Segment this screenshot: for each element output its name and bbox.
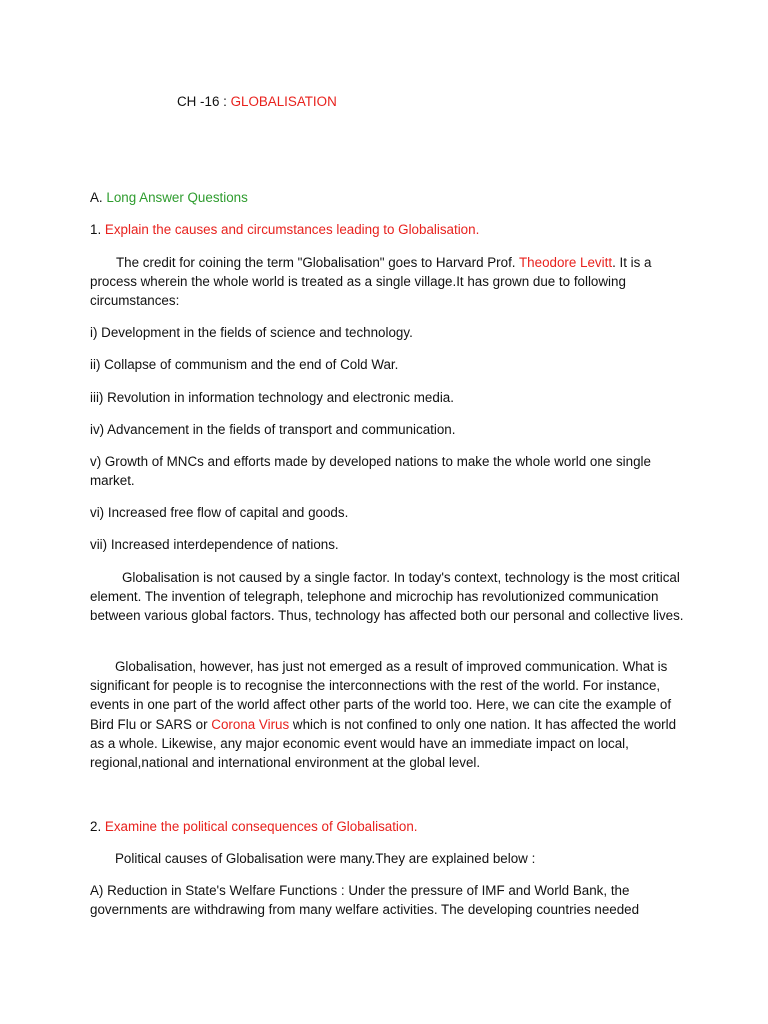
point-i: i) Development in the fields of science and technology. — [90, 325, 413, 340]
point-v: v) Growth of MNCs and efforts made by developed nations to make the whole world one single market. — [90, 454, 651, 489]
chapter-number: CH -16 : — [177, 94, 231, 109]
point-iii: iii) Revolution in information technology and electronic media. — [90, 390, 454, 405]
question-2-text: Examine the political consequences of Globalisation. — [104, 819, 418, 834]
section-label: A. — [90, 190, 107, 205]
chapter-title: GLOBALISATION — [230, 94, 337, 109]
point-vi: vi) Increased free flow of capital and goods. — [90, 505, 349, 520]
point-ii: ii) Collapse of communism and the end of Cold War. — [90, 357, 399, 372]
q1-intro-text-b: . It is a process wherein the whole world is treated as a single village.It has grown due to following circumstances: — [90, 255, 652, 309]
q1-para3-text-a: Globalisation, however, has just not emerged as a result of improved communication. What is significant for people is to recognise the interconnections with the rest of the world. For instance, events in one part of the world affect other parts of the world too. Here, we can cite the example of Bird Flu or SARS or — [90, 659, 672, 732]
q2-intro-paragraph: Political causes of Globalisation were many.They are explained below : — [115, 851, 536, 866]
section-heading — [90, 188, 248, 207]
q1-paragraph-technology: Globalisation is not caused by a single factor. In today's context, technology is the most critical element. The invention of telegraph, telephone and microchip has revolutionized communication between various global factors. Thus, technology has affected both our personal and collective lives. — [90, 570, 684, 624]
question-2 — [90, 817, 418, 836]
question-1-text: Explain the causes and circumstances leading to Globalisation. — [104, 222, 480, 237]
q1-paragraph-interconnections — [90, 657, 690, 772]
q1-intro-paragraph — [90, 253, 690, 311]
question-1-number: 1. — [90, 222, 105, 237]
question-1 — [90, 220, 479, 239]
point-iv: iv) Advancement in the fields of transport and communication. — [90, 422, 456, 437]
point-vii: vii) Increased interdependence of nations. — [90, 537, 339, 552]
q1-intro-text-a: The credit for coining the term "Globalisation" goes to Harvard Prof. — [116, 255, 519, 270]
chapter-heading — [177, 92, 337, 111]
section-title: Long Answer Questions — [106, 190, 248, 205]
question-2-number: 2. — [90, 819, 105, 834]
corona-virus-text: Corona Virus — [211, 716, 290, 732]
theodore-levitt-name: Theodore Levitt — [519, 255, 613, 270]
q1-para3-text-b: which is not confined to only one nation. It has affected the world as a whole. Likewise, any major economic event would have an immediate impact on local, regional,national and international environment at the global level. — [90, 716, 677, 771]
q2-point-a: A) Reduction in State's Welfare Functions : Under the pressure of IMF and World Bank, the governments are withdrawing from many welfare activities. The developing countries needed — [90, 883, 640, 918]
